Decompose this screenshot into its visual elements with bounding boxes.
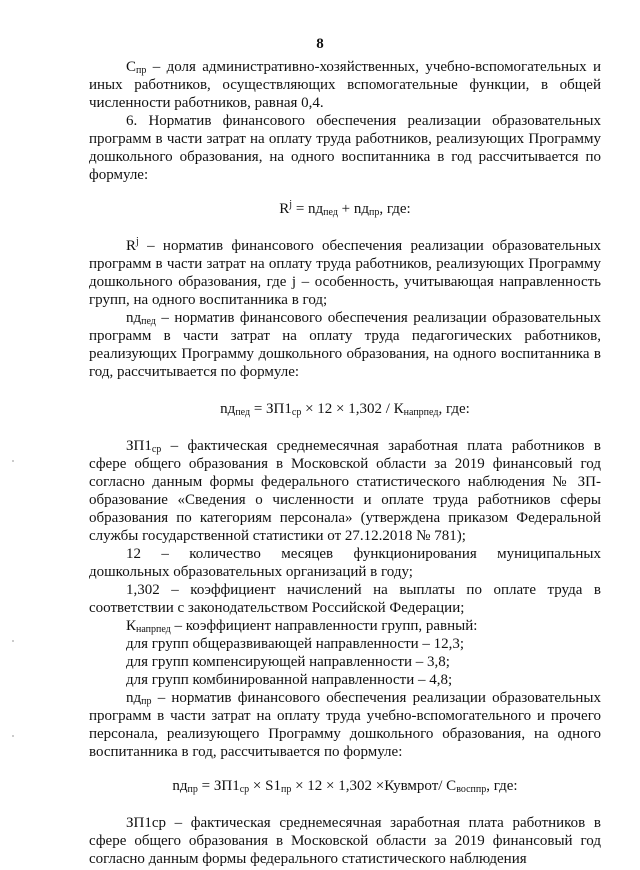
document-body [89, 58, 601, 868]
paragraph-1302-coefficient: 1,302 – коэффициент начислений на выплаты по оплате труда в соответствии с законодательством Российской Федерации; [89, 582, 601, 616]
paragraph-k-napr-ped: $К_{напрпед}$ – коэффициент направленности групп, равный: [126, 618, 478, 635]
paragraph-nd-ped-definition: $nд_{пед}$ – норматив финансового обеспечения реализации образовательных программ в части затрат на оплату труда педагогических работников, реализующих Программу дошкольного образования, на одного воспитанника в год, рассчитывается по формуле: [89, 310, 601, 380]
paragraph-nd-pr-definition: $nд_{пр}$ – норматив финансового обеспечения реализации образовательных программ в части затрат на оплату труда учебно-вспомогательного и прочего персонала, реализующего Программу дошкольного образования, на одного воспитанника в год, рассчитывается по формуле: [89, 690, 601, 760]
paragraph-12-months: 12 – количество месяцев функционирования муниципальных дошкольных образовательных организаций в году; [89, 546, 601, 580]
paragraph-r-j-definition: $R^j$ – норматив финансового обеспечения реализации образовательных программ в части затрат на оплату труда работников, реализующих Программу дошкольного образования, где j – особенность, учитывающая направленность групп, на одного воспитанника в год; [89, 236, 601, 308]
scan-speck [12, 460, 14, 462]
formula-nd-ped: $nд_{пед} = ЗП1_{ср} \times 12 \times 1,302 / К_{напрпед}$, где: [220, 401, 470, 418]
paragraph-c-pr: $С_{пр}$ – доля административно-хозяйственных, учебно-вспомогательных и иных работников, осуществляющих вспомогательные функции, в общей численности работников, равная 0,4. [89, 59, 601, 111]
formula-nd-pr: $nд_{пр} = ЗП1_{ср} \times S1_{пр} \times 12 \times 1,302$ ×Кувмрот/ $С_{восппр}$, где: [172, 778, 518, 795]
paragraph-item-6: 6. Норматив финансового обеспечения реализации образовательных программ в части затрат на оплату труда работников, реализующих Программу дошкольного образования, на одного воспитанника в год рассчитывается по формуле: [89, 113, 601, 183]
scan-speck [12, 735, 14, 737]
list-item: для групп комбинированной направленности – 4,8; [126, 672, 453, 688]
list-item: для групп общеразвивающей направленности – 12,3; [126, 636, 465, 652]
scan-speck [12, 640, 14, 642]
paragraph-zp1-definition: $ЗП1_{ср}$ – фактическая среднемесячная заработная плата работников в сфере общего образования в Московской области за 2019 финансовый год согласно данным формы федерального статистического наблюдения № ЗП-образование «Сведения о численности и оплате труда работников сферы образования по категориям персонала» (утверждена приказом Федеральной службы государственной статистики от 27.12.2018 № 781); [89, 438, 601, 544]
list-item: для групп компенсирующей направленности – 3,8; [126, 654, 450, 670]
formula-r-j: $R^j = nд_{пед} + nд_{пр}$, где: [279, 199, 411, 218]
page-number: 8 [316, 36, 324, 52]
paragraph-zp1cr-definition: ЗП1ср – фактическая среднемесячная заработная плата работников в сфере общего образования в Московской области за 2019 финансовый год согласно данным формы федерального статистического наблюдения [89, 815, 601, 867]
